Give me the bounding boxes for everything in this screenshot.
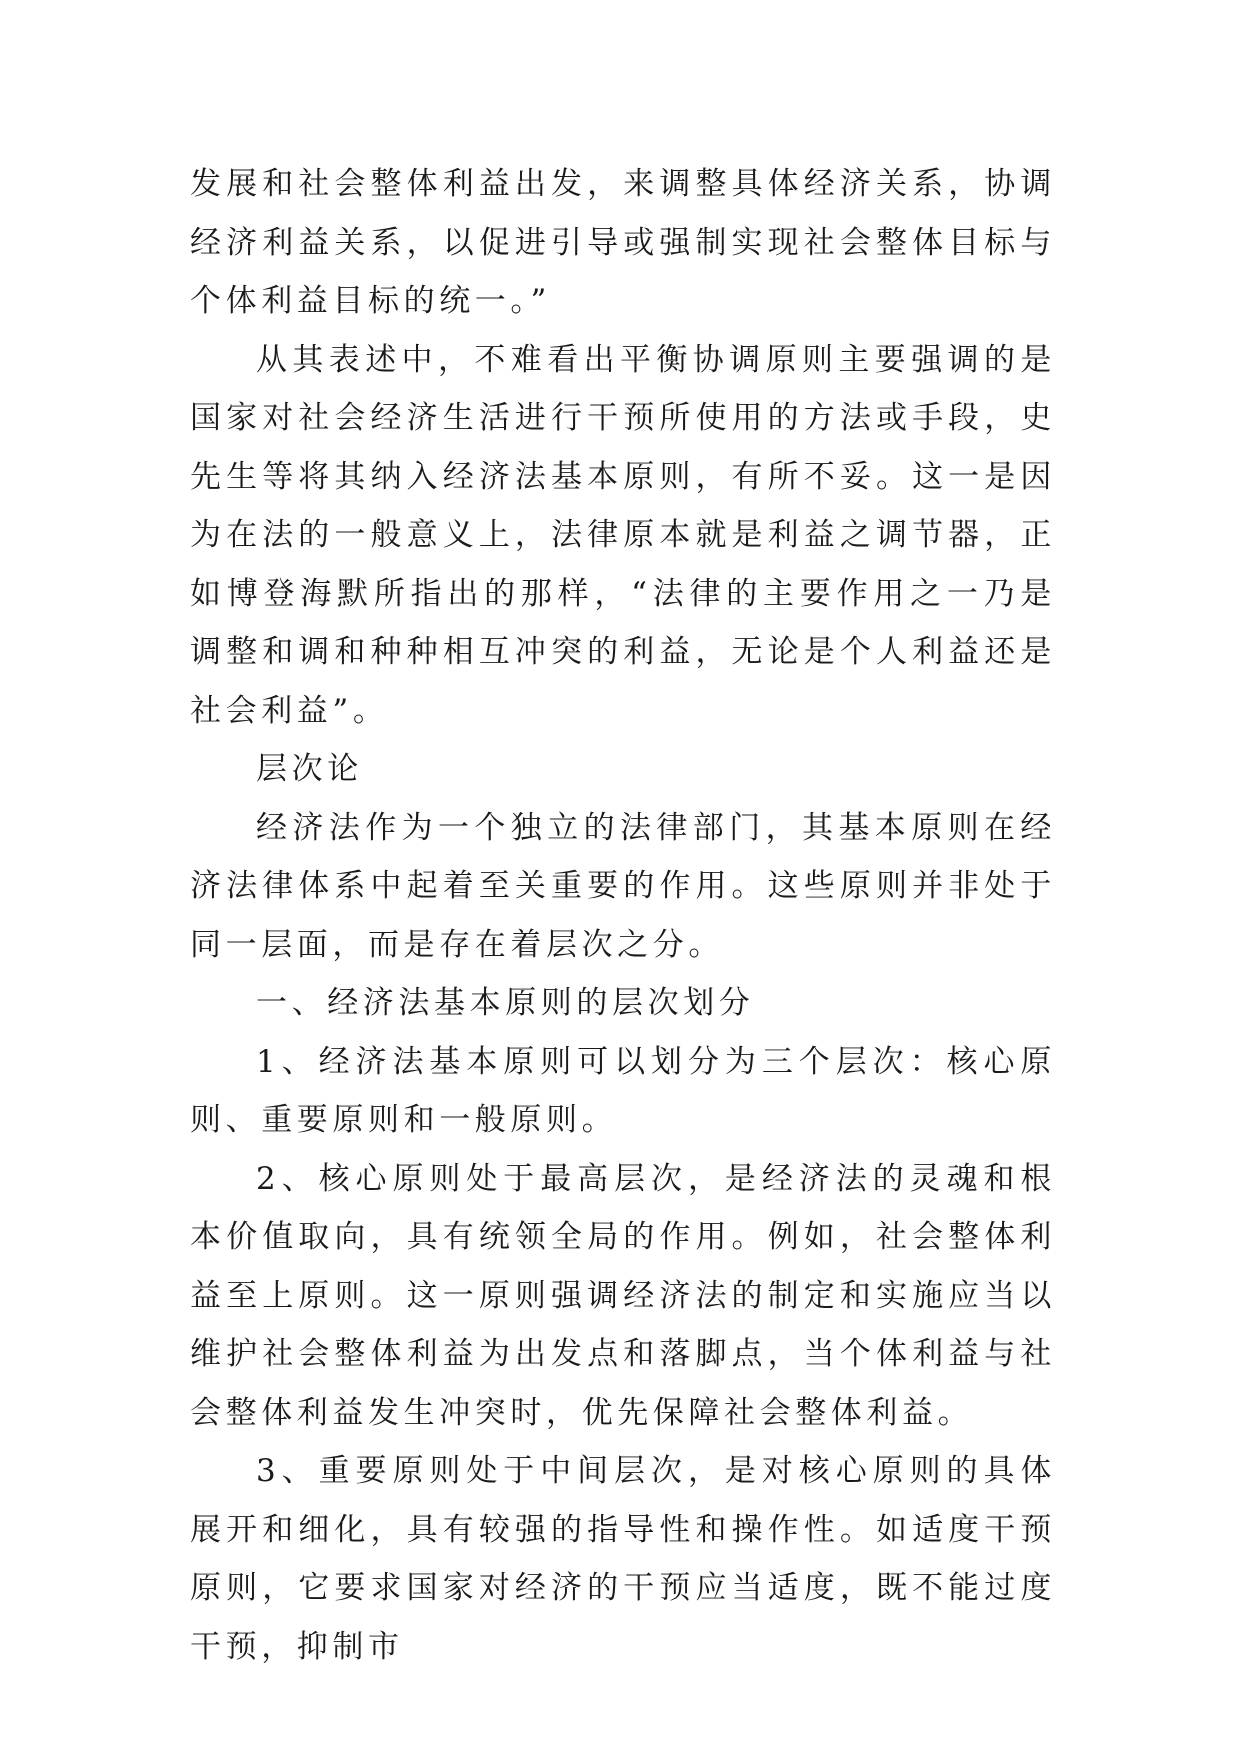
list-item-1: 1、经济法基本原则可以划分为三个层次：核心原则、重要原则和一般原则。 xyxy=(190,1043,1056,1138)
document-page xyxy=(190,155,1056,1676)
paragraph-continuation: 发展和社会整体利益出发，来调整具体经济关系，协调经济利益关系，以促进引导或强制实现社会整体目标与个体利益目标的统一。” xyxy=(190,166,1056,319)
section-heading-hierarchy-theory: 层次论 xyxy=(256,751,363,787)
subheading-hierarchy-division: 一、经济法基本原则的层次划分 xyxy=(256,985,755,1021)
paragraph-hierarchy-intro: 经济法作为一个独立的法律部门，其基本原则在经济法律体系中起着至关重要的作用。这些原则并非处于同一层面，而是存在着层次之分。 xyxy=(190,809,1056,963)
list-item-3: 3、重要原则处于中间层次，是对核心原则的具体展开和细化，具有较强的指导性和操作性。如适度干预原则，它要求国家对经济的干预应当适度，既不能过度干预，抑制市 xyxy=(190,1453,1056,1665)
list-item-2: 2、核心原则处于最高层次，是经济法的灵魂和根本价值取向，具有统领全局的作用。例如，社会整体利益至上原则。这一原则强调经济法的制定和实施应当以维护社会整体利益为出发点和落脚点，当个体利益与社会整体利益发生冲突时，优先保障社会整体利益。 xyxy=(190,1160,1056,1431)
paragraph-balance-principle-critique: 从其表述中，不难看出平衡协调原则主要强调的是国家对社会经济生活进行干预所使用的方法或手段，史先生等将其纳入经济法基本原则，有所不妥。这一是因为在法的一般意义上，法律原本就是利益之调节器，正如博登海默所指出的那样，“法律的主要作用之一乃是调整和调和种种相互冲突的利益，无论是个人利益还是社会利益”。 xyxy=(190,341,1056,729)
